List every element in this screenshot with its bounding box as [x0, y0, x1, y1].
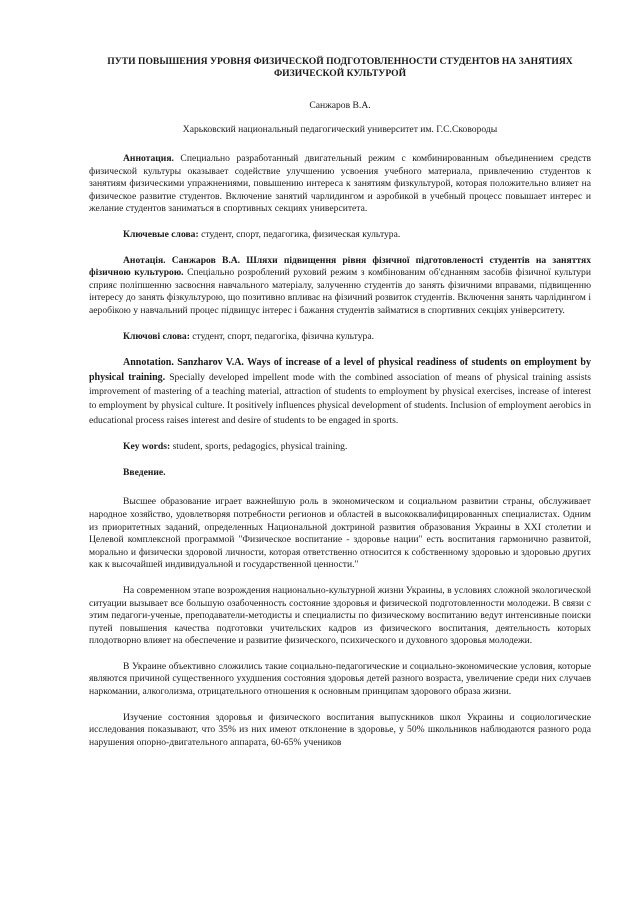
body-paragraph-2: На современном этапе возрождения национально-культурной жизни Украины, в условиях сложной экологической ситуации вызывает все большую озабоченность состояние здоровья и физической подготовленности молодежи. В связи с этим педагоги-ученые, преподаватели-методисты и специалисты по физическому воспитанию ведут интенсивные поиски путей повышения качества подготовки учительских кадров из физического воспитания, деятельность которых плодотворно влияет на обеспечение и развитие физического, психического и духовного здоровья молодежи. [89, 584, 591, 647]
body-paragraph-4: Изучение состояния здоровья и физического воспитания выпускников школ Украины и социологические исследования показывают, что 35% из них имеют отклонение в здоровье, у 50% школьников наблюдаются разного рода нарушения опорно-двигательного аппарата, 60-65% учеников [89, 711, 591, 748]
abstract-en [89, 356, 591, 428]
body-paragraph-3: В Украине объективно сложились такие социально-педагогические и социально-экономические условия, которые являются причиной существенного ухудшения состояния здоровья детей разного возраста, увеличение среди них случаев наркомании, алкоголизма, отрицательного отношения к основным принципам здорового образа жизни. [89, 660, 591, 698]
keywords-ru-text: студент, спорт, педагогика, физическая культура. [198, 228, 401, 240]
abstract-ru-label: Аннотация. [123, 153, 174, 164]
abstract-uk-label: Анотація. Санжаров В.А. Шляхи підвищення рівня фізичної підготовленості студентів на заняттях фізичною культурою. [89, 254, 591, 279]
author-name: Санжаров В.А. [309, 100, 371, 111]
abstract-ru-text: Специально разработанный двигательный режим с комбинированным объединением средств физической культуры оказывает содействие улучшению усвоения учебного материала, привлечению студентов к занятиям физическими упражнениями, повышению интереса к занятиям физкультурой, которая положительно влияет на физическое развитие студентов. Включение занятий чарлидингом и аэробикой в учебный процесс повышает интерес и желание студентов заниматься в спортивных секциях университета. [89, 153, 591, 215]
keywords-uk [89, 331, 591, 344]
body-paragraph-1: Высшее образование играет важнейшую роль в экономическом и социальном развитии страны, обслуживает народное хозяйство, удовлетворяя потребности регионов и областей в высококвалифицированных специалистах. Одним из приоритетных заданий, определенных Национальной доктриной развития образования Украины в XXI столетии и Целевой комплексной программой "Физическое воспитание - здоровье нации" есть воспитания гармонично развитой, морально и физически здоровой личности, которая ответственно относится к собственному здоровью и здоровью других как к высочайшей индивидуальной и государственной ценности." [89, 496, 591, 571]
keywords-en-text: student, sports, pedagogics, physical training. [170, 441, 348, 453]
abstract-en-text: Specially developed impellent mode with the combined association of means of physical training assists improvement of mastering of a teaching material, attraction of students to employment by physical exercises, increase of interest to employment by physical culture. It positively influences physical development of students. Inclusion of employment aerobics in educational process raises interest and desire of students to be engaged in sports. [89, 371, 591, 426]
intro-heading: Введение. [123, 466, 166, 478]
keywords-ru-label: Ключевые слова: [123, 228, 199, 240]
keywords-ru [89, 229, 591, 242]
abstract-uk-text: Спеціально розроблений руховий режим з комбінованим об'єднанням засобів фізичної культури сприяє поліпшенню засвоєння навчального матеріалу, залученню студентів до занять фізичними вправами, підвищенню інтересу до занять фізкультурою, що позитивно впливає на фізичний розвиток студентів. Включення занять чарлідингом і аеробікою у навчальний процес підвищує інтерес і бажання студентів займатися в спортивних секціях університету. [89, 267, 591, 316]
paper-title: ПУТИ ПОВЫШЕНИЯ УРОВНЯ ФИЗИЧЕСКОЙ ПОДГОТОВЛЕННОСТИ СТУДЕНТОВ НА ЗАНЯТИЯХ ФИЗИЧЕСКОЙ КУЛЬТУРОЙ [107, 56, 573, 79]
keywords-uk-text: студент, спорт, педагогіка, фізична культура. [189, 330, 374, 342]
abstract-uk [89, 255, 591, 318]
keywords-uk-label: Ключові слова: [123, 330, 190, 342]
keywords-en [89, 441, 591, 454]
keywords-en-label: Key words: [123, 441, 171, 453]
affiliation: Харьковский национальный педагогический университет им. Г.С.Сковороды [182, 124, 498, 135]
abstract-ru [89, 153, 591, 216]
abstract-en-label: Annotation. Sanzharov V.A. Ways of increase of a level of physical readiness of students on employment by physical training. [89, 357, 591, 383]
